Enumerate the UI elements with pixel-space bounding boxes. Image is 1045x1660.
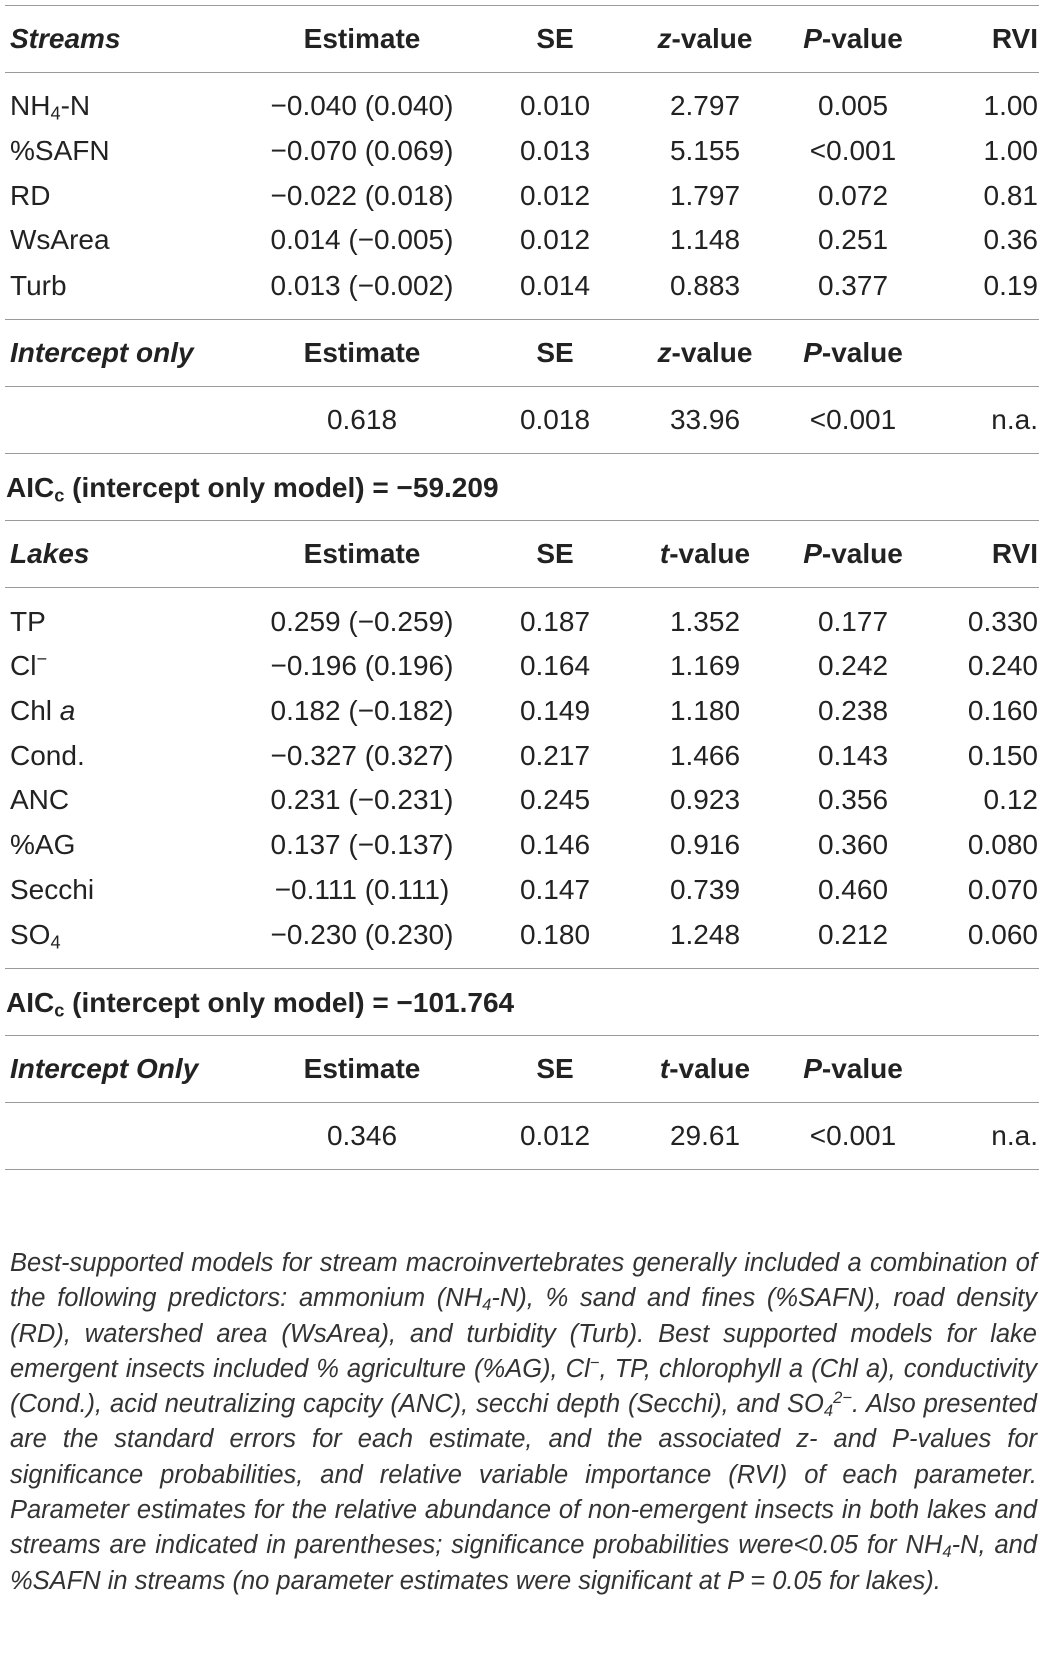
p-value: 0.251 xyxy=(817,224,889,255)
lakes-heading: Lakes xyxy=(10,538,90,569)
parameter-name: %AG xyxy=(10,829,76,860)
estimate-value: 0.259 (−0.259) xyxy=(270,606,454,637)
p-value-header: P-value xyxy=(803,538,903,569)
p-value: 0.005 xyxy=(817,90,889,121)
streams-header-row xyxy=(0,15,1045,62)
estimate-value: 0.182 (−0.182) xyxy=(270,695,454,726)
table-row xyxy=(0,396,1045,443)
se-value: 0.217 xyxy=(519,740,591,771)
table-row xyxy=(0,732,1045,779)
estimate-value: 0.014 (−0.005) xyxy=(270,224,454,255)
rvi-value: 0.160 xyxy=(967,695,1038,726)
parameter-name: ANC xyxy=(10,784,70,815)
p-value: 0.143 xyxy=(817,740,889,771)
rvi-value: 0.36 xyxy=(983,224,1038,255)
streams-intercept-header-rule xyxy=(5,386,1039,387)
rvi-value: 0.150 xyxy=(967,740,1038,771)
t-value: 0.916 xyxy=(669,829,741,860)
streams-intercept-rule xyxy=(5,319,1039,320)
intercept-only-heading: Intercept only xyxy=(10,337,194,368)
streams-heading: Streams xyxy=(10,23,121,54)
parameter-name: $SO_4$ xyxy=(10,919,61,953)
se-value: 0.012 xyxy=(519,224,591,255)
z-value: 0.883 xyxy=(669,270,741,301)
estimate-value: 0.346 xyxy=(326,1120,398,1151)
se-header: SE xyxy=(536,1053,574,1084)
table-row xyxy=(0,82,1045,129)
lakes-intercept-header-row xyxy=(0,1045,1045,1092)
z-value: 5.155 xyxy=(669,135,741,166)
table-row xyxy=(0,127,1045,174)
z-value: 1.797 xyxy=(669,180,741,211)
lakes-header-rule xyxy=(5,587,1039,588)
p-value: 0.238 xyxy=(817,695,889,726)
estimate-value: −0.196 (0.196) xyxy=(270,650,454,681)
se-value: 0.012 xyxy=(519,1120,591,1151)
table-row xyxy=(0,262,1045,309)
rvi-header: RVI xyxy=(991,538,1038,569)
lakes-aic-rule xyxy=(5,968,1039,969)
table-footnote: Best-supported models for stream macroinvertebrates generally included a combination of the following predictors: ammonium $(NH_4-N)$, % sand and fines (%SAFN), road density (RD), watershed area (WsArea), and turbidity (Turb). Best supported models for lake emergent insects included % agriculture (%AG), Cl−, TP, chlorophyll a (Chl a), conductivity (Cond.), acid neutralizing capcity (ANC), secchi depth (Secchi), and $SO_4^{2-}$. Also presented are the standard errors for each estimate, and the associated z- and P-values for significance probabilities, and relative variable importance (RVI) of each parameter. Parameter estimates for the relative abundance of non-emergent insects in both lakes and streams are indicated in parentheses; significance probabilities were<0.05 for $NH_4-N$, and %SAFN in streams (no parameter estimates were significant at P = 0.05 for lakes). xyxy=(10,1249,1038,1595)
se-value: 0.149 xyxy=(519,695,591,726)
p-value: 0.356 xyxy=(817,784,889,815)
rvi-value: 0.070 xyxy=(967,874,1038,905)
table-row xyxy=(0,216,1045,263)
table-row xyxy=(0,911,1045,958)
rvi-value: 0.080 xyxy=(967,829,1038,860)
table-row xyxy=(0,866,1045,913)
se-value: 0.018 xyxy=(519,404,591,435)
table-row xyxy=(0,172,1045,219)
p-value: <0.001 xyxy=(809,135,897,166)
t-value: 0.923 xyxy=(669,784,741,815)
t-value: 1.352 xyxy=(669,606,741,637)
rvi-value: 1.00 xyxy=(983,90,1038,121)
se-header: SE xyxy=(536,337,574,368)
intercept-only-heading: Intercept Only xyxy=(10,1053,199,1084)
rvi-value: 0.12 xyxy=(983,784,1038,815)
se-value: 0.013 xyxy=(519,135,591,166)
se-value: 0.164 xyxy=(519,650,591,681)
lakes-aic-line: $AIC_c$ (intercept only model) = −101.764 xyxy=(6,987,515,1021)
estimate-header: Estimate xyxy=(303,538,421,569)
se-value: 0.245 xyxy=(519,784,591,815)
se-header: SE xyxy=(536,23,574,54)
streams-header-rule xyxy=(5,72,1039,73)
t-value: 1.248 xyxy=(669,919,741,950)
rvi-value: 0.19 xyxy=(983,270,1038,301)
p-value-header: P-value xyxy=(803,337,903,368)
rvi-value: n.a. xyxy=(991,1120,1038,1151)
z-value: 2.797 xyxy=(669,90,741,121)
z-value: 33.96 xyxy=(669,404,741,435)
parameter-name: WsArea xyxy=(10,224,110,255)
streams-intercept-header-row xyxy=(0,329,1045,376)
estimate-header: Estimate xyxy=(303,1053,421,1084)
table-top-rule xyxy=(5,5,1039,6)
lakes-header-row xyxy=(0,530,1045,577)
table-row xyxy=(0,776,1045,823)
p-value: 0.377 xyxy=(817,270,889,301)
parameter-name: $NH_4-N$ xyxy=(10,90,91,124)
estimate-value: −0.022 (0.018) xyxy=(270,180,454,211)
p-value: 0.212 xyxy=(817,919,889,950)
parameter-name: %SAFN xyxy=(10,135,110,166)
estimate-header: Estimate xyxy=(303,23,421,54)
p-value: <0.001 xyxy=(809,404,897,435)
se-header: SE xyxy=(536,538,574,569)
estimate-header: Estimate xyxy=(303,337,421,368)
table-row xyxy=(0,821,1045,868)
parameter-name: Cl− xyxy=(10,649,48,681)
p-value: <0.001 xyxy=(809,1120,897,1151)
estimate-value: −0.111 (0.111) xyxy=(274,874,450,905)
t-value: 1.169 xyxy=(669,650,741,681)
t-value-header: t-value xyxy=(659,538,751,569)
se-value: 0.146 xyxy=(519,829,591,860)
estimate-value: −0.230 (0.230) xyxy=(270,919,454,950)
estimate-value: 0.137 (−0.137) xyxy=(270,829,454,860)
table-row xyxy=(0,642,1045,689)
table-row xyxy=(0,687,1045,734)
se-value: 0.014 xyxy=(519,270,591,301)
p-value: 0.072 xyxy=(817,180,889,211)
z-value-header: z-value xyxy=(657,23,753,54)
parameter-name: Cond. xyxy=(10,740,85,771)
streams-aic-line: $AIC_c$ (intercept only model) = −59.209 xyxy=(6,472,499,506)
p-value: 0.177 xyxy=(817,606,889,637)
rvi-value: 0.81 xyxy=(983,180,1038,211)
rvi-value: 0.330 xyxy=(967,606,1038,637)
estimate-value: −0.327 (0.327) xyxy=(270,740,454,771)
estimate-value: −0.040 (0.040) xyxy=(270,90,454,121)
estimate-value: 0.618 xyxy=(326,404,398,435)
p-value: 0.242 xyxy=(817,650,889,681)
lakes-intercept-rule xyxy=(5,1035,1039,1036)
se-value: 0.147 xyxy=(519,874,591,905)
estimate-value: 0.013 (−0.002) xyxy=(270,270,454,301)
se-value: 0.180 xyxy=(519,919,591,950)
se-value: 0.012 xyxy=(519,180,591,211)
rvi-header: RVI xyxy=(991,23,1038,54)
se-value: 0.010 xyxy=(519,90,591,121)
t-value: 1.466 xyxy=(669,740,741,771)
lakes-intercept-header-rule xyxy=(5,1102,1039,1103)
rvi-value: 1.00 xyxy=(983,135,1038,166)
p-value-header: P-value xyxy=(803,23,903,54)
rvi-value: 0.240 xyxy=(967,650,1038,681)
t-value-header: t-value xyxy=(659,1053,751,1084)
streams-aic-rule xyxy=(5,453,1039,454)
table-row xyxy=(0,598,1045,645)
lakes-top-rule xyxy=(5,520,1039,521)
parameter-name: Chl a xyxy=(10,695,76,726)
parameter-name: Secchi xyxy=(10,874,95,905)
table-row xyxy=(0,1112,1045,1159)
t-value: 29.61 xyxy=(669,1120,741,1151)
estimate-value: 0.231 (−0.231) xyxy=(270,784,454,815)
p-value: 0.360 xyxy=(817,829,889,860)
table-bottom-rule xyxy=(5,1169,1039,1170)
parameter-name: Turb xyxy=(10,270,67,301)
parameter-name: RD xyxy=(10,180,51,211)
parameter-name: TP xyxy=(10,606,46,637)
rvi-value: 0.060 xyxy=(967,919,1038,950)
estimate-value: −0.070 (0.069) xyxy=(270,135,454,166)
rvi-value: n.a. xyxy=(991,404,1038,435)
p-value: 0.460 xyxy=(817,874,889,905)
z-value-header: z-value xyxy=(657,337,753,368)
t-value: 0.739 xyxy=(669,874,741,905)
t-value: 1.180 xyxy=(669,695,741,726)
se-value: 0.187 xyxy=(519,606,591,637)
p-value-header: P-value xyxy=(803,1053,903,1084)
z-value: 1.148 xyxy=(669,224,741,255)
